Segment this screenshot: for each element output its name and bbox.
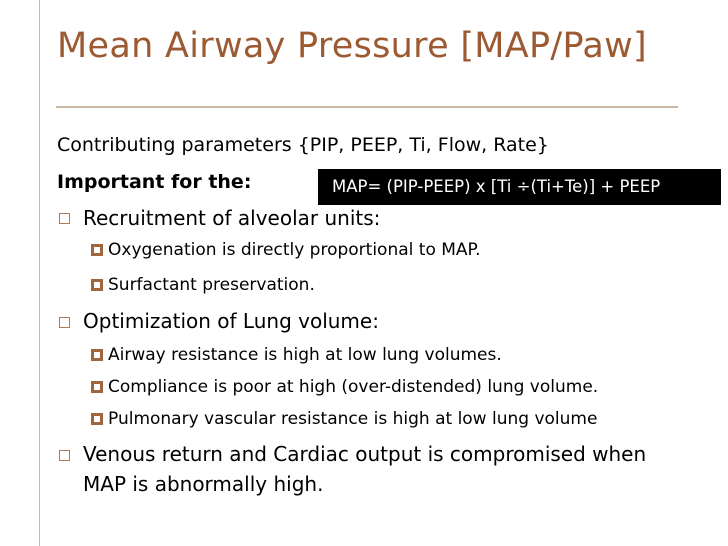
sub-bullet-airway-resistance: Airway resistance is high at low lung volumes. xyxy=(108,345,502,365)
left-border-line xyxy=(39,0,40,546)
slide-title: Mean Airway Pressure [MAP/Paw] xyxy=(57,26,647,66)
contributing-parameters: Contributing parameters {PIP, PEEP, Ti, Flow, Rate} xyxy=(57,134,549,156)
bullet-lung-volume: Optimization of Lung volume: xyxy=(83,309,379,333)
bullet-venous-return: Venous return and Cardiac output is compromised when xyxy=(83,442,647,466)
bullet-venous-return-cont: MAP is abnormally high. xyxy=(83,472,324,496)
sub-bullet-surfactant: Surfactant preservation. xyxy=(108,275,315,295)
hollow-square-bullet-icon xyxy=(59,450,70,461)
sub-bullet-oxygenation: Oxygenation is directly proportional to MAP. xyxy=(108,240,481,260)
map-formula-box: MAP= (PIP-PEEP) x [Ti ÷(Ti+Te)] + PEEP xyxy=(318,169,721,205)
filled-square-bullet-icon xyxy=(91,381,103,393)
filled-square-bullet-icon xyxy=(91,244,103,256)
filled-square-bullet-icon xyxy=(91,413,103,425)
hollow-square-bullet-icon xyxy=(59,317,70,328)
sub-bullet-compliance: Compliance is poor at high (over-distended) lung volume. xyxy=(108,377,599,397)
filled-square-bullet-icon xyxy=(91,349,103,361)
hollow-square-bullet-icon xyxy=(59,213,70,224)
sub-bullet-pulmonary-resistance: Pulmonary vascular resistance is high at low lung volume xyxy=(108,409,598,429)
title-divider xyxy=(56,106,678,108)
filled-square-bullet-icon xyxy=(91,279,103,291)
bullet-recruitment: Recruitment of alveolar units: xyxy=(83,206,381,230)
important-for-heading: Important for the: xyxy=(57,171,252,193)
